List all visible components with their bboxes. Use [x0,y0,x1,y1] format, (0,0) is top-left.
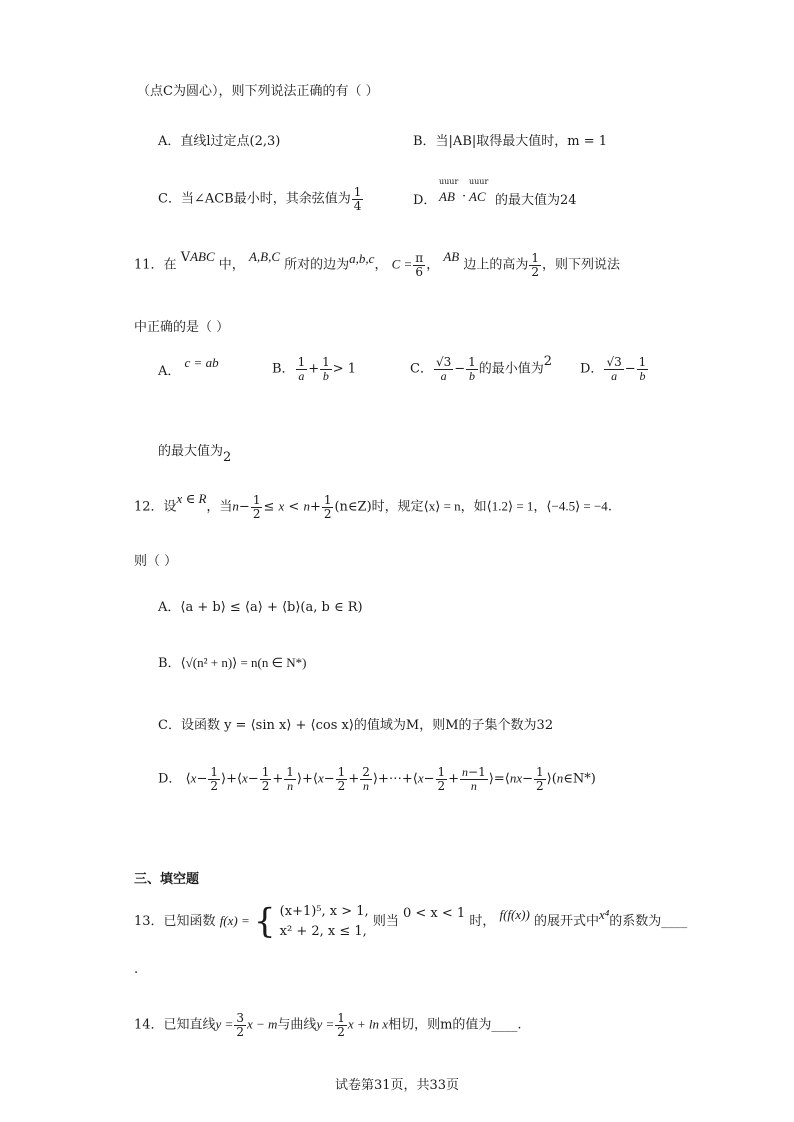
q10-option-a: A．直线l过定点(2,3) [158,134,281,149]
answer-blank[interactable]: ____ [491,1017,518,1033]
q12-stem: 12．设x ∈ R，当n− $\frac{1}{2}$ ≤ x < n+ $\frac{1}{2}$ (n∈Z)时，规定⟨x⟩ = n，如⟨1.2⟩ = 1，⟨−4.5⟩ = −4. [134,490,612,521]
q10-option-d-label: D． [413,193,437,208]
x-in-r: x ∈ R [176,490,207,506]
segment-ab: AB [443,248,460,264]
q11-option-d: D． $\frac{√3}{a}$ − $\frac{1}{b}$ [580,355,647,383]
fraction: $\frac{1}{4}$ [353,185,362,213]
q12-option-a: A．⟨a + b⟩ ≤ ⟨a⟩ + ⟨b⟩(a, b ∈ R) [158,600,363,615]
piecewise-cases: (x+1)⁵, x > 1, x² + 2, x ≤ 1, [279,904,369,939]
q10-option-d-text: 的最大值为24 [495,193,577,208]
sides-abc: a,b,c [349,250,375,266]
q12-option-b: B．⟨√(n² + n)⟩ = n(n ∈ N*) [158,655,307,671]
q11-option-c: C． $\frac{√3}{a}$ − $\frac{1}{b}$ 的最小值为2 [410,353,553,383]
q11-option-a: A． c = ab [158,355,219,379]
q14-stem: 14．已知直线y = $\frac{3}{2}$ x − m与曲线y = $\frac{1}{2}$ x + ln x相切，则m的值为____. [134,1011,522,1039]
page-footer: 试卷第31页，共33页 [334,1078,460,1093]
q12-option-c: C．设函数 y = ⟨sin x⟩ + ⟨cos x⟩的值域为M，则M的子集个数为32 [158,718,554,733]
triangle-abc: ABC [190,248,215,264]
c-equals: C = [391,256,413,272]
q11-stem: 11．在 VABC 中， A,B,C 所对的边为a,b,c， C = $\frac{\pi}{6}$ ， AB 边上的高为 $\frac{1}{2}$ ，则下列说法 [134,248,621,279]
q10-option-b: B．当|AB|取得最大值时，m = 1 [413,134,608,149]
fraction-half: $\frac{1}{2}$ [531,251,540,279]
q12-option-d: D． ⟨x− $\frac{1}{2}$ ⟩+⟨x− $\frac{1}{2}$ + $\frac{1}{n}$ ⟩+⟨x− $\frac{1}{2}$ + $\frac{2}{n}$ ⟩+⋯+⟨x− $\frac{1}{2}$ + $\frac{n-1}{n}$ ⟩=⟨nx− $\frac{1}{2}$ ⟩(n∈N*) [158,765,596,793]
q10-option-c [158,186,364,212]
fraction-pi-6: $\frac{\pi}{6}$ [415,251,424,279]
f-of-x: f(x) = [219,913,250,928]
answer-blank[interactable]: ____ [661,914,688,929]
q10-intro: （点C为圆心），则下列说法正确的有（ ） [137,84,379,99]
q13-dot: . [134,962,139,977]
q11-option-d-tail: 的最大值为2 [158,444,232,465]
q13-stem: 13．已知函数 f(x) = { (x+1)⁵, x > 1, x² + 2, x ≤ 1, 则当 0 < x < 1 时， f(f(x)) 的展开式中x⁴的系数为____ [134,901,688,942]
q10-option-c-text: C．当∠ACB最小时，其余弦值为 [158,191,351,207]
vector-ab: AB [439,189,455,204]
vector-mark: uuur [469,177,489,186]
section-title: 三、填空题 [134,872,200,887]
q11-stem-line2: 中正确的是（ ） [134,320,230,335]
vector-mark: uuur [439,177,459,186]
q12-stem-line2: 则（ ） [134,554,178,569]
q11-option-b: B． $\frac{1}{a}$ + $\frac{1}{b}$ > 1 [272,355,357,383]
angles-abc: A,B,C [248,248,280,264]
vector-ac: AC [469,189,486,204]
